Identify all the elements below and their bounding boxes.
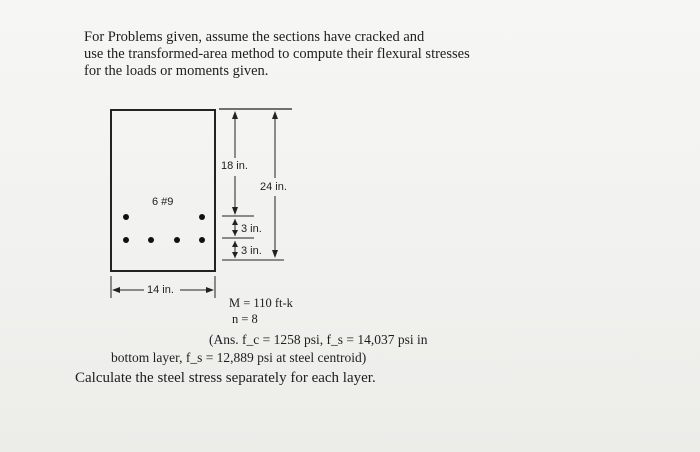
dim-18in-arrow-top: [232, 111, 238, 119]
dim-14in-arrow-right: [206, 287, 214, 293]
answer-line-1: (Ans. f_c = 1258 psi, f_s = 14,037 psi in: [209, 332, 428, 347]
dim-3in-b-arrow-down: [232, 252, 238, 258]
dim-24in-arrow-bottom: [272, 250, 278, 258]
dim-3in-a-arrow-up: [232, 219, 238, 225]
rebar-bottom-1: [123, 237, 129, 243]
moment-label: M = 110 ft-k: [229, 296, 293, 310]
beam-outline: [111, 110, 215, 271]
dim-14in-arrow-left: [112, 287, 120, 293]
rebar-bottom-4: [199, 237, 205, 243]
label-24in: 24 in.: [260, 181, 287, 193]
label-18in: 18 in.: [221, 160, 248, 172]
instruction-text: Calculate the steel stress separately for each layer.: [75, 370, 376, 386]
dim-3in-a-arrow-down: [232, 230, 238, 236]
rebar-bottom-3: [174, 237, 180, 243]
rebar-bottom-2: [148, 237, 154, 243]
rebar-top-right: [199, 214, 205, 220]
problem-line-2: use the transformed-area method to compute their flexural stresses: [84, 46, 470, 62]
problem-line-1: For Problems given, assume the sections have cracked and: [84, 29, 425, 45]
label-14in: 14 in.: [147, 284, 174, 296]
dim-3in-b-arrow-up: [232, 241, 238, 247]
dim-18in-arrow-bottom: [232, 207, 238, 215]
rebar-top-left: [123, 214, 129, 220]
label-3in-upper: 3 in.: [241, 223, 262, 235]
answer-line-2: bottom layer, f_s = 12,889 psi at steel centroid): [111, 350, 367, 365]
modular-ratio-label: n = 8: [232, 312, 258, 326]
label-3in-lower: 3 in.: [241, 245, 262, 257]
dim-24in-arrow-top: [272, 111, 278, 119]
label-bars: 6 #9: [152, 196, 174, 208]
problem-line-3: for the loads or moments given.: [84, 63, 269, 79]
